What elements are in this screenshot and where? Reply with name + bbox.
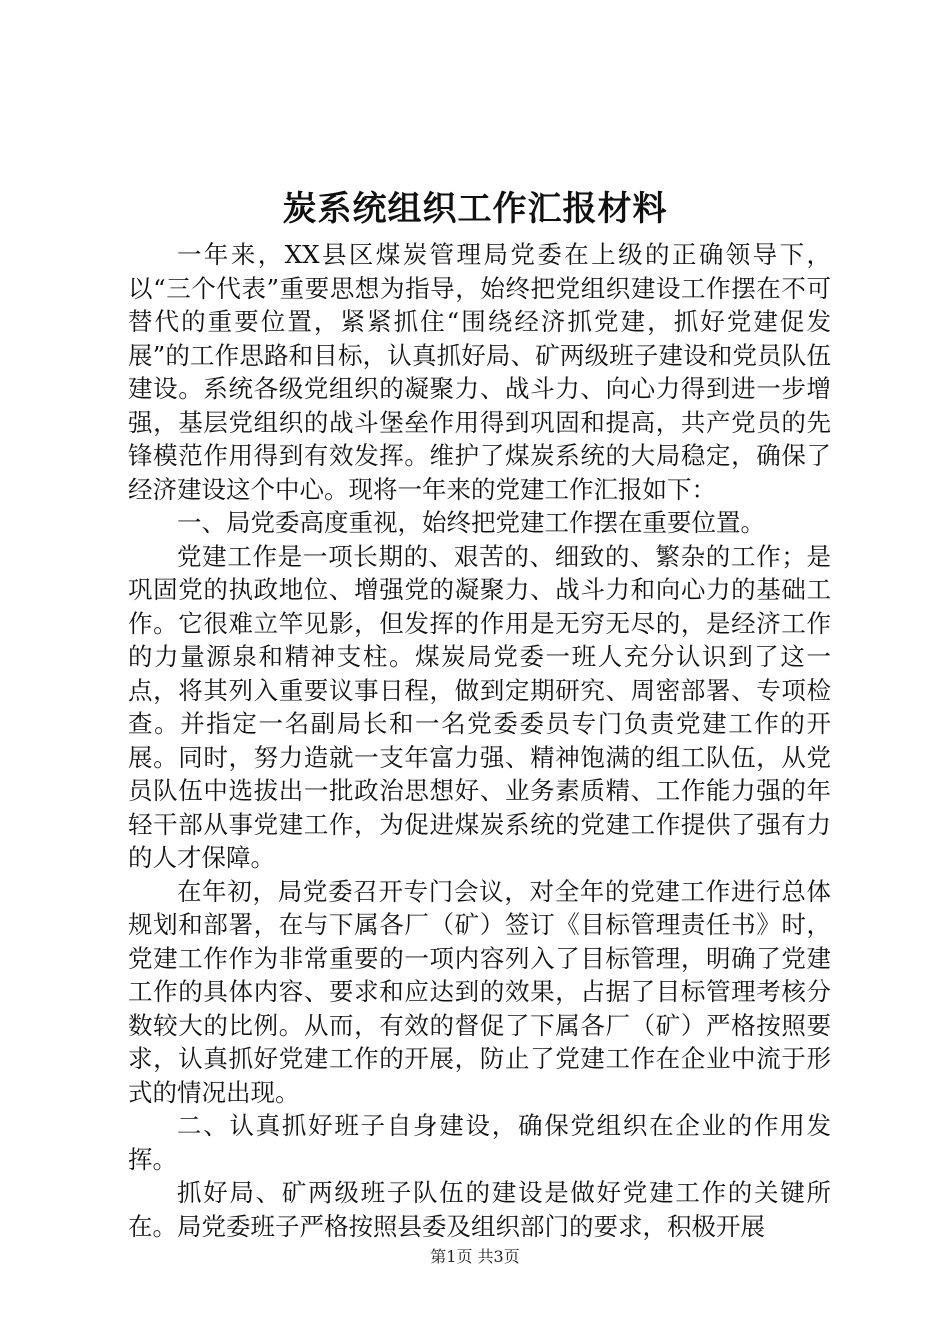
section-heading: 二、认真抓好班子自身建设，确保党组织在企业的作用发挥。 [128, 1111, 831, 1174]
document-body [128, 238, 831, 1243]
paragraph: 党建工作是一项长期的、艰苦的、细致的、繁杂的工作；是巩固党的执政地位、增强党的凝聚力、战斗力和向心力的基础工作。它很难立竿见影，但发挥的作用是无穷无尽的，是经济工作的力量源泉和精神支柱。煤炭局党委一班人充分认识到了这一点，将其列入重要议事日程，做到定期研究、周密部署、专项检查。并指定一名副局长和一名党委委员专门负责党建工作的开展。同时，努力造就一支年富力强、精神饱满的组工队伍，从党员队伍中选拔出一批政治思想好、业务素质精、工作能力强的年轻干部从事党建工作，为促进煤炭系统的党建工作提供了强有力的人才保障。 [128, 541, 831, 872]
page-footer: 第1页 共3页 [430, 1247, 520, 1266]
document-title: 炭系统组织工作汇报材料 [282, 189, 668, 229]
section-heading: 一、局党委高度重视，始终把党建工作摆在重要位置。 [177, 508, 765, 537]
paragraph: 一年来，XX县区煤炭管理局党委在上级的正确领导下，以“三个代表”重要思想为指导，始终把党组织建设工作摆在不可替代的重要位置，紧紧抓住“围绕经济抓党建，抓好党建促发展”的工作思路和目标，认真抓好局、矿两级班子建设和党员队伍建设。系统各级党组织的凝聚力、战斗力、向心力得到进一步增强，基层党组织的战斗堡垒作用得到巩固和提高，共产党员的先锋模范作用得到有效发挥。维护了煤炭系统的大局稳定，确保了经济建设这个中心。现将一年来的党建工作汇报如下： [128, 240, 831, 504]
paragraph: 在年初，局党委召开专门会议，对全年的党建工作进行总体规划和部署，在与下属各厂（矿）签订《目标管理责任书》时，党建工作作为非常重要的一项内容列入了目标管理，明确了党建工作的具体内容、要求和应达到的效果，占据了目标管理考核分数较大的比例。从而，有效的督促了下属各厂（矿）严格按照要求，认真抓好党建工作的开展，防止了党建工作在企业中流于形式的情况出现。 [128, 876, 831, 1107]
paragraph: 抓好局、矿两级班子队伍的建设是做好党建工作的关键所在。局党委班子严格按照县委及组织部门的要求，积极开展 [128, 1178, 831, 1241]
